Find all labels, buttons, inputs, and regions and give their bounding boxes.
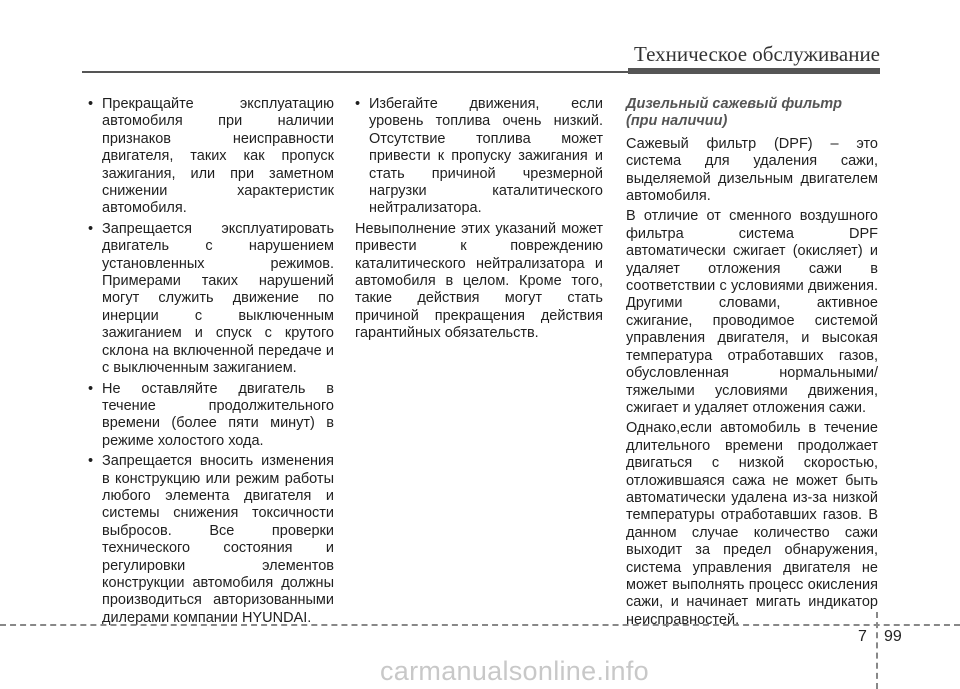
- paragraph: Однако,если автомобиль в течение длительного времени продолжает двигаться с низкой скоростью, отложившаяся сажа не может быть автоматически удалена из-за низкой температуры отработавших газов. В данном случае количество сажи выходит за предел обнаружения, система управления двигателя не может выполнять процесс окисления сажи, и начинает мигать индикатор неисправностей.: [626, 420, 878, 628]
- page-number: 99: [884, 628, 902, 645]
- list-item: • Запрещается эксплуатировать двигатель с нарушением установленных режимов. Примерами таких нарушений могут служить движение по инерции с выключенным зажиганием и спуск с крутого склона на включенной передаче и с выключенным зажиганием.: [88, 221, 334, 378]
- watermark: carmanualsonline.info: [380, 656, 649, 686]
- footer-divider: [876, 612, 878, 689]
- paragraph: Сажевый фильтр (DPF) – это система для удаления сажи, выделяемой дизельным двигателем автомобиля.: [626, 135, 878, 205]
- chapter-number: 7: [858, 628, 867, 645]
- list-item: • Прекращайте эксплуатацию автомобиля при наличии признаков неисправности двигателя, таких как пропуск зажигания, или при заметном снижении характеристик автомобиля.: [88, 96, 334, 218]
- section-heading: [626, 96, 878, 131]
- section-heading-line-1: Дизельный сажевый фильтр: [626, 96, 843, 112]
- section-heading-line-2: (при наличии): [626, 113, 728, 130]
- text-column-2: [355, 96, 603, 346]
- footer-rule: [0, 624, 960, 626]
- paragraph: В отличие от сменного воздушного фильтра система DPF автоматически сжигает (окисляет) и удаляет отложения сажи в соответствии с условиями движения. Другими словами, активное сжигание, проводимое системой управления двигателя, и высокая температура отработавших газов, обусловленная нормальными/тяжелыми условиями движения, сжигает и удаляет отложения сажи.: [626, 208, 878, 416]
- header-rule-accent: [628, 68, 880, 74]
- warning-paragraph: Невыполнение этих указаний может привести к повреждению каталитического нейтрализатора и автомобиля в целом. Кроме того, такие действия могут стать причиной прекращения действия гарантийных обязательств.: [355, 220, 603, 342]
- text-column-1: [88, 96, 334, 630]
- text-column-3: [626, 96, 878, 632]
- bullet-list-2: [355, 96, 603, 218]
- list-item: • Запрещается вносить изменения в конструкцию или режим работы любого элемента двигателя и системы снижения токсичности выбросов. Все проверки технического состояния и регулировки элементов конструкции автомобиля должны производиться авторизованными дилерами компании HYUNDAI.: [88, 453, 334, 627]
- page-header-title: Техническое обслуживание: [634, 42, 880, 66]
- bullet-list-1: [88, 96, 334, 627]
- list-item: • Избегайте движения, если уровень топлива очень низкий. Отсутствие топлива может привести к пропуску зажигания и стать причиной чрезмерной нагрузки каталитического нейтрализатора.: [355, 96, 603, 218]
- list-item: • Не оставляйте двигатель в течение продолжительного времени (более пяти минут) в режиме холостого хода.: [88, 381, 334, 451]
